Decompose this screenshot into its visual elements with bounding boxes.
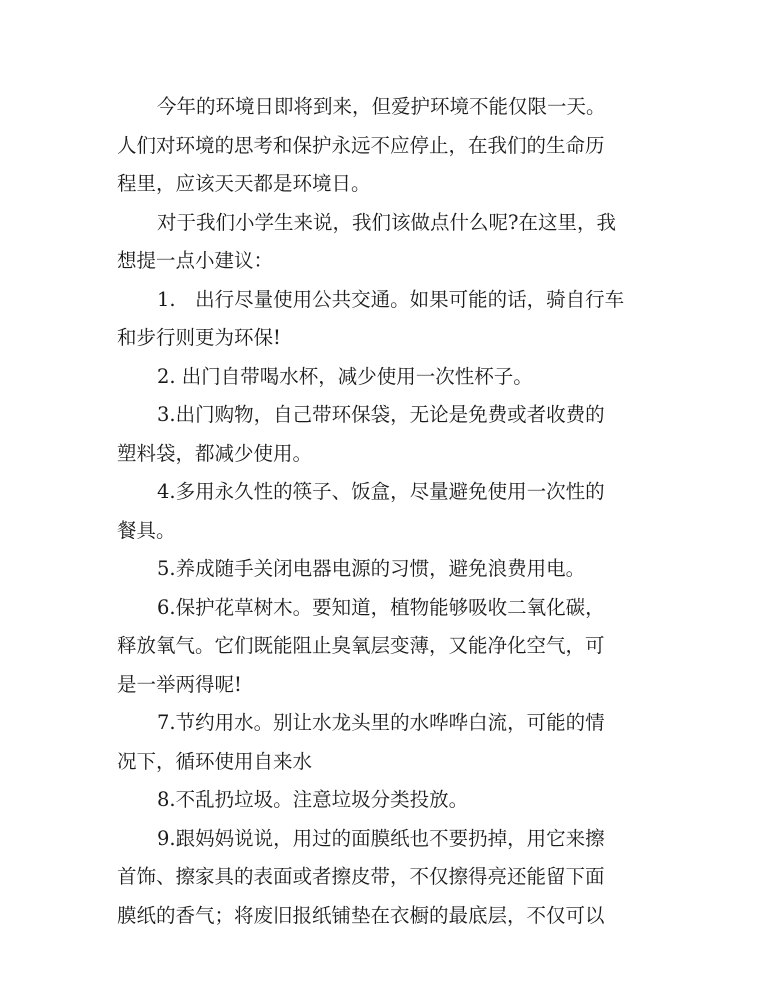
text-line-21: 首饰、擦家具的表面或者擦皮带，不仅擦得亮还能留下面 <box>117 865 605 888</box>
text-line-10: 塑料袋，都减少使用。 <box>117 441 313 465</box>
text-line-11: 4.多用永久性的筷子、饭盒，尽量避免使用一次性的 <box>157 480 605 503</box>
document-body <box>117 88 657 935</box>
text-line-6: 1. 出行尽量使用公共交通。如果可能的话，骑自行车 <box>157 287 625 311</box>
text-line-19: 8.不乱扔垃圾。注意垃圾分类投放。 <box>157 788 469 811</box>
text-line-3: 程里，应该天天都是环境日。 <box>117 172 371 195</box>
text-line-15: 释放氧气。它们既能阻止臭氧层变薄，又能净化空气，可 <box>117 634 605 657</box>
text-line-7: 和步行则更为环保! <box>117 326 281 349</box>
text-line-13: 5.养成随手关闭电器电源的习惯，避免浪费用电。 <box>157 557 586 580</box>
text-line-8: 2. 出门自带喝水杯，减少使用一次性杯子。 <box>157 364 533 388</box>
text-line-16: 是一举两得呢! <box>117 672 242 696</box>
text-line-22: 膜纸的香气；将废旧报纸铺垫在衣橱的最底层，不仅可以 <box>117 903 605 927</box>
text-line-14: 6.保护花草树木。要知道，植物能够吸收二氧化碳， <box>157 595 605 619</box>
text-line-5: 想提一点小建议： <box>117 249 274 272</box>
text-line-12: 餐具。 <box>117 518 176 542</box>
text-line-2: 人们对环境的思考和保护永远不应停止，在我们的生命历 <box>117 133 605 157</box>
text-line-17: 7.节约用水。别让水龙头里的水哗哗白流，可能的情 <box>157 711 605 734</box>
text-line-4: 对于我们小学生来说，我们该做点什么呢?在这里，我 <box>157 210 616 234</box>
text-line-18: 况下，循环使用自来水 <box>117 749 313 773</box>
text-line-20: 9.跟妈妈说说，用过的面膜纸也不要扔掉，用它来擦 <box>157 826 605 850</box>
text-line-1: 今年的环境日即将到来，但爱护环境不能仅限一天。 <box>157 95 606 118</box>
text-line-9: 3.出门购物，自己带环保袋，无论是免费或者收费的 <box>157 403 605 426</box>
